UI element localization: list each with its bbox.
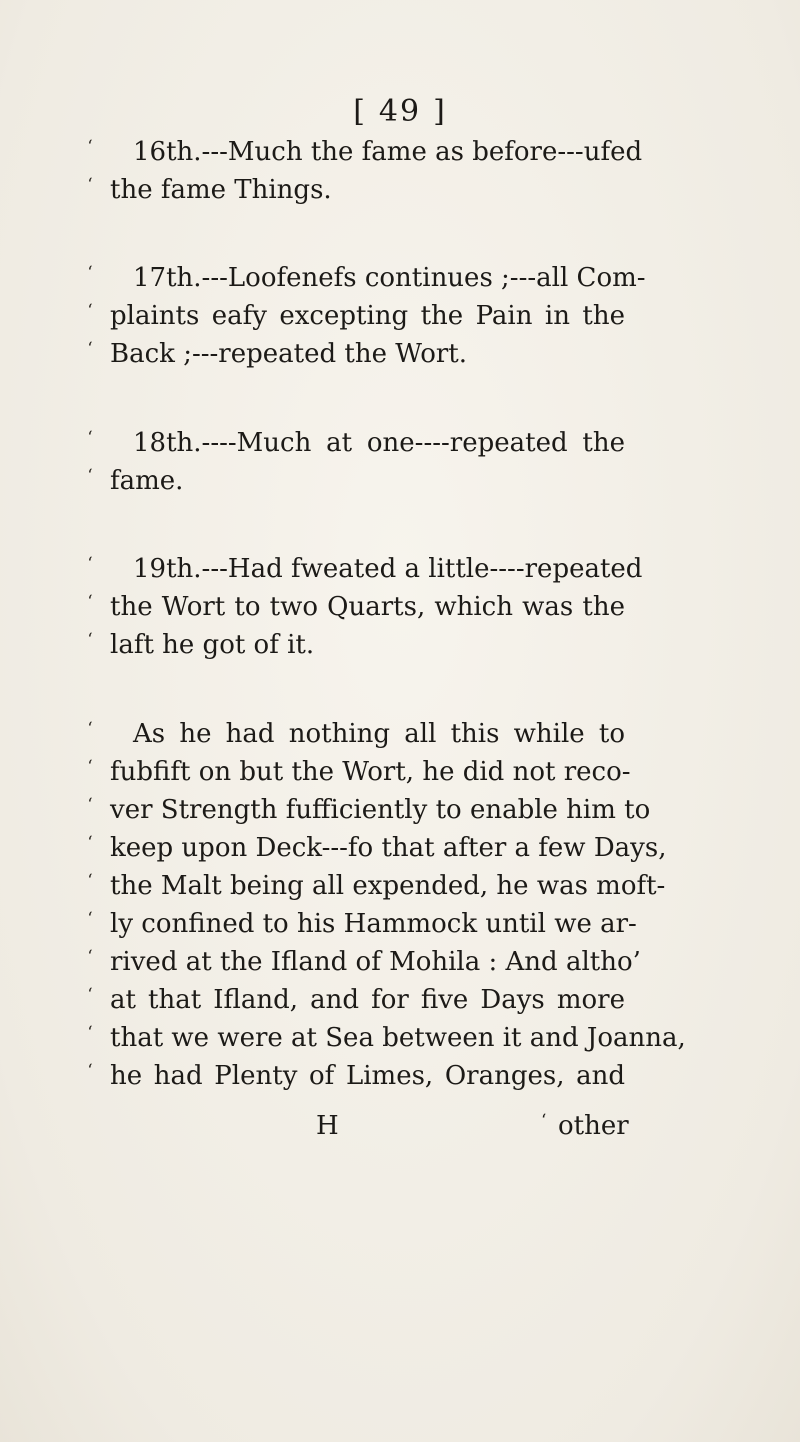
- quote-mark: ‘: [87, 301, 93, 321]
- page-footer: [0, 1106, 800, 1146]
- page-number: 49: [378, 94, 422, 129]
- quote-mark: ‘: [87, 1061, 93, 1081]
- text-line: [0, 904, 800, 944]
- quote-mark: ‘: [87, 909, 93, 929]
- line-text: that we were at Sea between it and Joanna,: [110, 1023, 686, 1053]
- text-line: [0, 461, 800, 501]
- text-line: [0, 980, 800, 1020]
- line-text: fubfift on but the Wort, he did not reco-: [110, 757, 631, 787]
- text-line: [0, 714, 800, 754]
- line-text: laft he got of it.: [110, 630, 315, 660]
- line-text: the Wort to two Quarts, which was the: [110, 592, 625, 622]
- text-line: [0, 752, 800, 792]
- text-line: [0, 942, 800, 982]
- text-line: [0, 790, 800, 830]
- text-line: [0, 170, 800, 210]
- line-text: keep upon Deck---fo that after a few Days,: [110, 833, 667, 863]
- line-text: 19th.---Had fweated a little----repeated: [133, 554, 643, 584]
- text-line: [0, 549, 800, 589]
- text-line: [0, 828, 800, 868]
- text-line: [0, 296, 800, 336]
- quote-mark: ‘: [87, 428, 93, 448]
- signature-mark: H: [316, 1111, 339, 1141]
- line-text: 18th.----Much at one----repeated the: [133, 428, 625, 458]
- line-text: ver Strength fufficiently to enable him to: [110, 795, 651, 825]
- quote-mark: ‘: [87, 833, 93, 853]
- quote-mark: ‘: [87, 592, 93, 612]
- text-line: [0, 866, 800, 906]
- text-line: [0, 423, 800, 463]
- line-text: fame.: [110, 466, 184, 496]
- text-line: [0, 132, 800, 172]
- text-line: [0, 587, 800, 627]
- line-text: he had Plenty of Limes, Oranges, and: [110, 1061, 625, 1091]
- catchword: other: [558, 1111, 629, 1141]
- quote-mark: ‘: [87, 630, 93, 650]
- quote-mark: ‘: [87, 795, 93, 815]
- quote-mark: ‘: [87, 466, 93, 486]
- quote-mark: ‘: [87, 339, 93, 359]
- text-line: [0, 1018, 800, 1058]
- header-bracket-open: [: [353, 94, 367, 129]
- line-text: ly confined to his Hammock until we ar-: [110, 909, 637, 939]
- line-text: at that Ifland, and for five Days more: [110, 985, 625, 1015]
- line-text: As he had nothing all this while to: [133, 719, 625, 749]
- quote-mark: ‘: [87, 947, 93, 967]
- page-header: [0, 94, 800, 129]
- line-text: plaints eafy excepting the Pain in the: [110, 301, 625, 331]
- quote-mark: ‘: [87, 757, 93, 777]
- line-text: 16th.---Much the fame as before---ufed: [133, 137, 643, 167]
- text-line: [0, 258, 800, 298]
- text-line: [0, 1056, 800, 1096]
- line-text: 17th.---Loofenefs continues ;---all Com-: [133, 263, 646, 293]
- quote-mark: ‘: [87, 871, 93, 891]
- quote-mark: ‘: [87, 985, 93, 1005]
- quote-mark: ‘: [87, 137, 93, 157]
- text-line: [0, 334, 800, 374]
- line-text: the Malt being all expended, he was moft-: [110, 871, 666, 901]
- quote-mark: ‘: [87, 719, 93, 739]
- line-text: rived at the Ifland of Mohila : And altho’: [110, 947, 641, 977]
- quote-mark: ‘: [87, 554, 93, 574]
- text-line: [0, 625, 800, 665]
- quote-mark: ‘: [87, 263, 93, 283]
- line-text: Back ;---repeated the Wort.: [110, 339, 467, 369]
- header-bracket-close: ]: [433, 94, 447, 129]
- quote-mark: ‘: [541, 1111, 547, 1131]
- quote-mark: ‘: [87, 1023, 93, 1043]
- line-text: the fame Things.: [110, 175, 332, 205]
- quote-mark: ‘: [87, 175, 93, 195]
